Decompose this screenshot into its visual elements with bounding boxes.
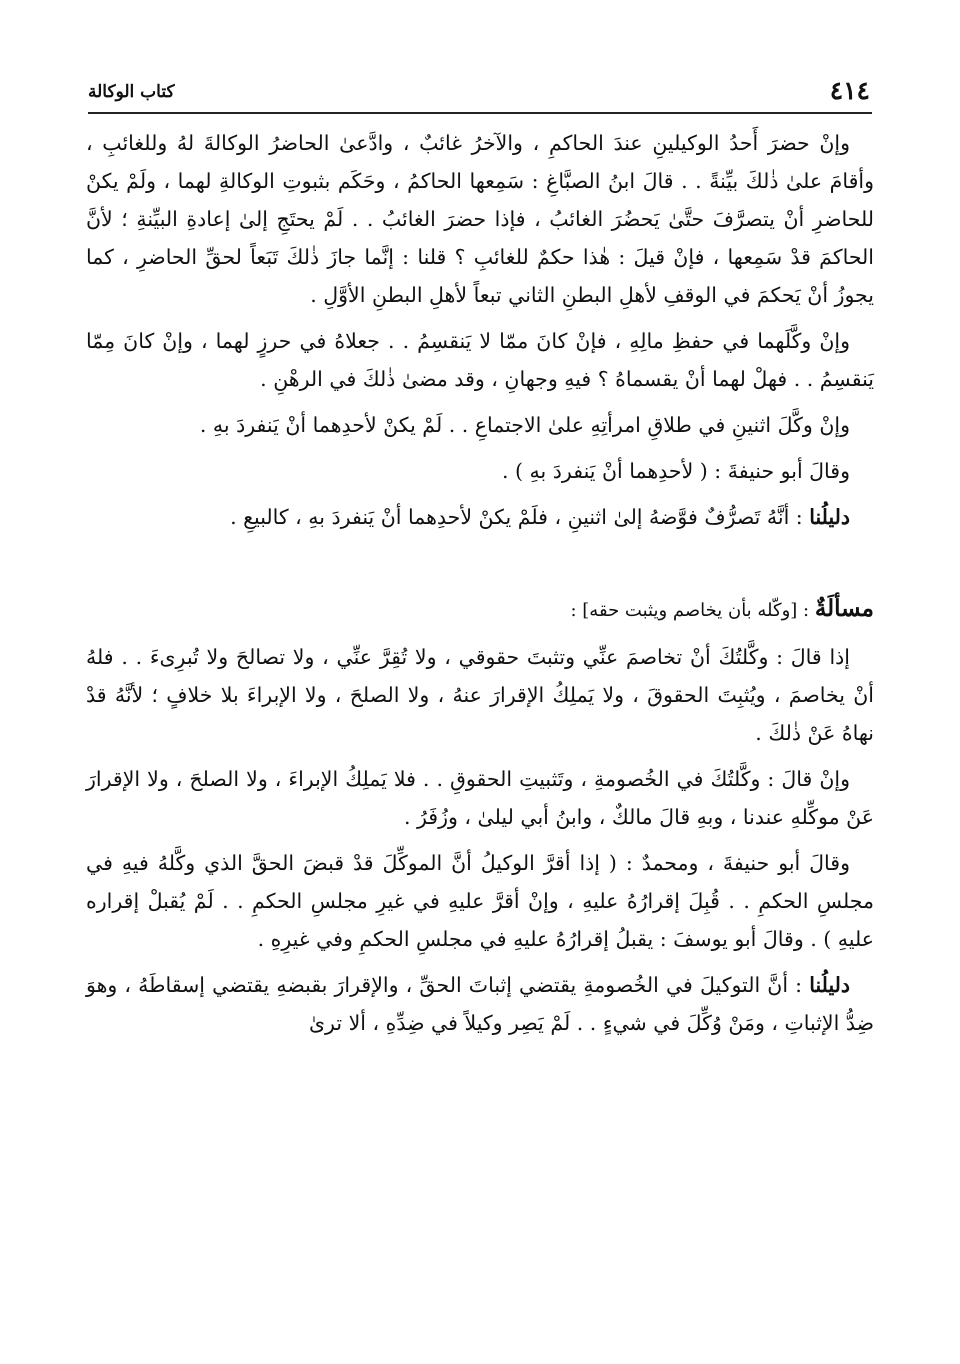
evidence-paragraph — [86, 966, 874, 1042]
evidence-text: : أنَّهُ تَصرُّفٌ فوَّضهُ إلىٰ اثنينِ ، فلَمْ يكنْ لأحدِهما أنْ يَنفردَ بهِ ، كالبيعِ . — [230, 505, 810, 529]
paragraph: وإنْ حضرَ أَحدُ الوكيلينِ عندَ الحاكمِ ، والآخرُ غائبٌ ، وادَّعىٰ الحاضرُ الوكالةَ لهُ وللغائبِ ، وأقامَ علىٰ ذٰلكَ بيِّنةً . . قالَ ابنُ الصبَّاغِ : سَمِعها الحاكمُ ، وحَكَم بثبوتِ الوكالةِ لهما ، ولَمْ يكنْ للحاضرِ أنْ يتصرَّفَ حتَّىٰ يَحضُرَ الغائبُ ، فإذا حضرَ الغائبُ . . لَمْ يحتَجِ إلىٰ إعادةِ البيِّنةِ ؛ لأنَّ الحاكمَ قدْ سَمِعها ، فإنْ قيلَ : هٰذا حكمٌ للغائبِ ؟ قلنا : إنَّما جازَ ذٰلكَ تَبَعاً لحقِّ الحاضرِ ، كما يجوزُ أنْ يَحكمَ في الوقفِ لأهلِ البطنِ الثاني تبعاً لأهلِ البطنِ الأوَّلِ . — [86, 131, 874, 307]
issue-label: مسألَةٌ — [814, 595, 874, 622]
header-rule — [88, 112, 872, 114]
paragraph: وقالَ أبو حنيفةَ : ( لأحدِهما أنْ يَنفردَ بهِ ) . — [502, 459, 850, 483]
page-body — [86, 124, 874, 1050]
page-header — [88, 74, 870, 110]
paragraph: إذا قالَ : وكَّلتُكَ أنْ تخاصمَ عنِّي وتثبتَ حقوقي ، ولا تُقِرَّ عنِّي ، ولا تصالحَ ولا تُبرِىءَ . . فلهُ أنْ يخاصمَ ، ويُثبِتَ الحقوقَ ، ولا يَملِكُ الإقرارَ عنهُ ، ولا الصلحَ ، ولا الإبراءَ بلا خلافٍ ؛ لأنَّهُ قدْ نهاهُ عَنْ ذٰلكَ . — [86, 645, 874, 745]
paragraph: وإنْ وكَّلَ اثنينِ في طلاقِ امرأتِهِ علىٰ الاجتماعِ . . لَمْ يكنْ لأحدِهما أنْ يَنفردَ بهِ . — [199, 413, 850, 437]
paragraph: وإنْ وكَّلَهما في حفظِ مالِهِ ، فإنْ كانَ ممّا لا يَنقسِمُ . . جعلاهُ في حرزٍ لهما ، وإنْ كانَ مِمّا يَنقسِمُ . . فهلْ لهما أنْ يقسماهُ ؟ فيهِ وجهانِ ، وقد مضىٰ ذٰلكَ في الرهْنِ . — [86, 329, 874, 391]
evidence-text: : أنَّ التوكيلَ في الخُصومةِ يقتضي إثباتَ الحقِّ ، والإقرارَ بقبضهِ يقتضي إسقاطَهُ ، وهوَ ضِدُّ الإثباتِ ، ومَنْ وُكِّلَ في شيءٍ . . لَمْ يَصِر وكيلاً في ضِدِّهِ ، ألا ترىٰ — [86, 973, 874, 1035]
evidence-label: دليلُنا — [809, 973, 850, 997]
issue-heading — [86, 590, 874, 630]
evidence-label: دليلُنا — [809, 505, 850, 529]
page-number: ٤١٤ — [829, 76, 870, 105]
running-title: كتاب الوكالة — [88, 82, 175, 102]
evidence-paragraph — [86, 498, 874, 536]
issue-title: : [وكّله بأن يخاصم ويثبت حقه] : — [570, 600, 815, 621]
paragraph: وقالَ أبو حنيفةَ ، ومحمدٌ : ( إذا أقرَّ الوكيلُ أنَّ الموكِّلَ قدْ قبضَ الحقَّ الذي وكَّلهُ فيهِ في مجلسِ الحكمِ . . قُبِلَ إقرارُهُ عليهِ ، وإنْ أقرَّ عليهِ في غيرِ مجلسِ الحكمِ . . لَمْ يُقبلْ إقراره عليهِ ) . وقالَ أبو يوسفَ : يقبلُ إقرارُهُ عليهِ في مجلسِ الحكمِ وفي غيرِهِ . — [86, 851, 874, 951]
paragraph: وإنْ قالَ : وكَّلتُكَ في الخُصومةِ ، وتَثبيتِ الحقوقِ . . فلا يَملِكُ الإبراءَ ، ولا الصلحَ ، ولا الإقرارَ عَنْ موكِّلهِ عندنا ، وبهِ قالَ مالكٌ ، وابنُ أبي ليلىٰ ، وزُفَرُ . — [86, 767, 874, 829]
